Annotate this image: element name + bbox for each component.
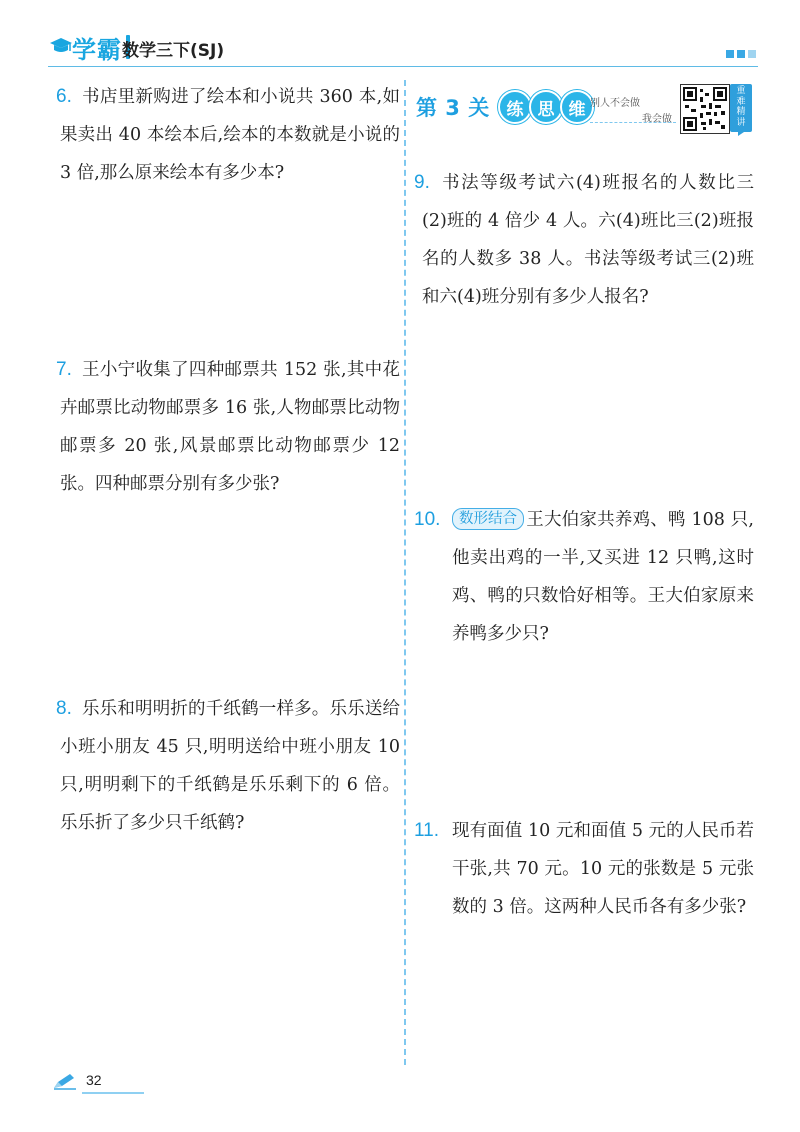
- question-11: [414, 812, 754, 926]
- graduation-cap-icon: [48, 34, 74, 60]
- bubble-char: 维: [560, 90, 594, 124]
- play-arrow-icon: [738, 128, 744, 136]
- qr-side-char: 难: [736, 96, 746, 107]
- section-dash: [590, 122, 676, 123]
- question-text: 王大伯家共养鸡、鸭 108 只,他卖出鸡的一半,又买进 12 只鸭,这时鸡、鸭的只数恰好相等。王大伯家原来养鸭多少只?: [452, 510, 754, 644]
- question-number: 7.: [56, 359, 72, 380]
- section-note: 别人不会做: [590, 98, 640, 109]
- footer-rule: [82, 1092, 144, 1094]
- question-text: 书法等级考试六(4)班报名的人数比三(2)班的 4 倍少 4 人。六(4)班比三(2)班报名的人数多 38 人。书法等级考试三(2)班和六(4)班分别有多少人报名?: [422, 173, 754, 307]
- page-number: 32: [86, 1072, 102, 1088]
- section-note: 我会做: [642, 114, 672, 125]
- level-title: 第 3 关: [416, 96, 490, 120]
- question-6: [56, 78, 400, 192]
- page-footer: [52, 1068, 122, 1096]
- subject-title: 数学三下(SJ): [122, 41, 225, 61]
- question-number: 6.: [56, 86, 72, 107]
- question-text: 书店里新购进了绘本和小说共 360 本,如果卖出 40 本绘本后,绘本的本数就是小说的 3 倍,那么原来绘本有多少本?: [60, 87, 400, 183]
- question-text: 乐乐和明明折的千纸鹤一样多。乐乐送给小班小朋友 45 只,明明送给中班小朋友 10 只,明明剩下的千纸鹤是乐乐剩下的 6 倍。乐乐折了多少只千纸鹤?: [60, 699, 400, 833]
- question-number: 10.: [414, 509, 441, 530]
- section-bubbles: [498, 90, 591, 124]
- pencil-icon: [52, 1072, 78, 1094]
- header-rule: [48, 66, 758, 67]
- logo-text: 学霸: [72, 35, 122, 64]
- question-9: [414, 164, 754, 316]
- qr-side-label: [730, 84, 752, 132]
- question-body: [414, 501, 754, 653]
- header-decoration: [726, 50, 756, 58]
- question-number: 9.: [414, 172, 430, 193]
- question-text: 现有面值 10 元和面值 5 元的人民币若干张,共 70 元。10 元的张数是 5 元张数的 3 倍。这两种人民币各有多少张?: [452, 821, 754, 917]
- question-number: 11.: [414, 820, 440, 841]
- column-divider: [404, 80, 406, 1065]
- page-header: [48, 30, 758, 68]
- bubble-char: 思: [529, 90, 563, 124]
- bubble-char: 练: [498, 90, 532, 124]
- qr-side-char: 重: [736, 86, 746, 96]
- question-10: [414, 501, 754, 653]
- section-header: [412, 84, 758, 144]
- question-7: [56, 351, 400, 503]
- question-text: 王小宁收集了四种邮票共 152 张,其中花卉邮票比动物邮票多 16 张,人物邮票比动物邮票多 20 张,风景邮票比动物邮票少 12 张。四种邮票分别有多少张?: [60, 360, 400, 494]
- brand-logo: [48, 32, 130, 62]
- qr-code-icon[interactable]: [680, 84, 730, 134]
- question-8: [56, 690, 400, 842]
- topic-tag: 数形结合: [452, 508, 524, 530]
- question-number: 8.: [56, 698, 72, 719]
- qr-side-char: 精: [736, 107, 746, 117]
- qr-side-char: 讲: [736, 117, 746, 128]
